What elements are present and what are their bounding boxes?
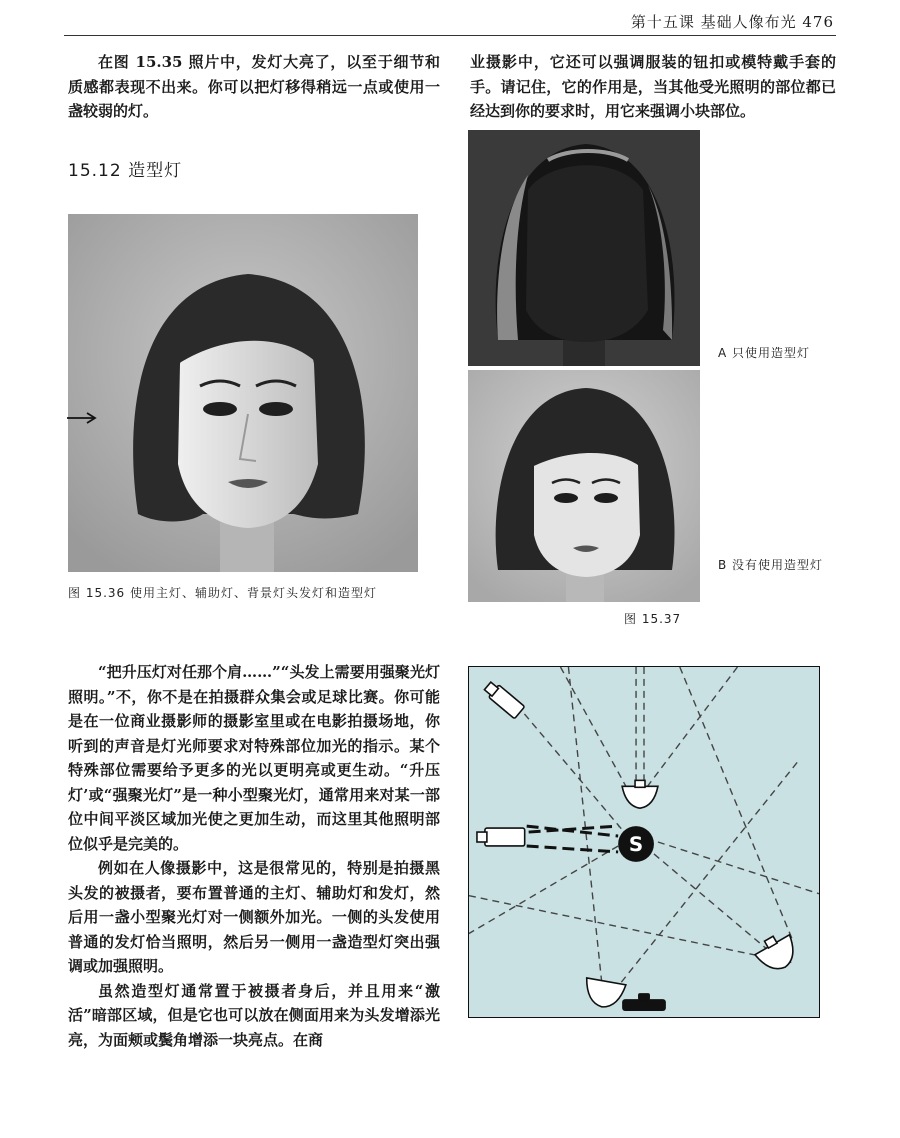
figure-15-37-b-photo bbox=[468, 370, 700, 602]
paragraph-text: 在图 15.35 照片中，发灯大亮了，以至于细节和质感都表现不出来。你可以把灯移得稍远一点或使用一盏较弱的灯。 bbox=[68, 53, 440, 120]
body-text bbox=[68, 660, 440, 1052]
figure-15-36-caption: 图 15.36 使用主灯、辅助灯、背景灯头发灯和造型灯 bbox=[68, 586, 377, 600]
paragraph-text: 例如在人像摄影中，这是很常见的，特别是拍摄黑头发的被摄者，要布置普通的主灯、辅助灯和发灯，然后用一盏小型聚光灯对一侧额外加光。一侧的头发使用普通的发灯恰当照明，然后另一侧用一盏造型灯突出强调或加强照明。 bbox=[68, 859, 440, 975]
section-title: 15.12 造型灯 bbox=[68, 161, 183, 181]
figure-15-37-b-caption: B 没有使用造型灯 bbox=[718, 558, 824, 572]
paragraph-text: 虽然造型灯通常置于被摄者身后，并且用来“激活”暗部区域，但是它也可以放在侧面用来为头发增添光亮，为面颊或鬓角增添一块亮点。在商 bbox=[68, 981, 440, 1049]
paragraph-top-right bbox=[470, 50, 836, 124]
figure-15-36-photo bbox=[68, 214, 418, 572]
reflector-right-icon bbox=[752, 929, 803, 977]
reflector-bottom-icon bbox=[582, 978, 626, 1010]
figure-15-37-a-caption: A 只使用造型灯 bbox=[718, 346, 811, 360]
paragraph-text: 业摄影中，它还可以强调服装的钮扣或模特戴手套的手。请记住，它的作用是，当其他受光照明的部位都已经达到你的要求时，用它来强调小块部位。 bbox=[470, 53, 836, 120]
header-title: 第十五课 基础人像布光 476 bbox=[630, 13, 834, 31]
svg-text:S: S bbox=[628, 832, 644, 856]
paragraph-top-left bbox=[68, 50, 440, 124]
spotlight-icon bbox=[483, 680, 525, 719]
paragraph-text: “把升压灯对任那个肩……”“头发上需要用强聚光灯照明。”不，你不是在拍摄群众集会或足球比赛。你可能是在一位商业摄影师的摄影室里或在电影拍摄场地，你听到的声音是灯光师要求对特殊部位加光的指示。某个特殊部位需要给予更多的光以更明亮或更生动。“升压灯’或“强聚光灯”是一种小型聚光灯，通常用来对某一部位中间平淡区域加光使之更加生动，而这里其他照明部位似乎是完美的。 bbox=[68, 663, 440, 853]
figure-15-37-a-photo bbox=[468, 130, 700, 366]
lighting-diagram bbox=[468, 666, 820, 1018]
subject-marker bbox=[618, 826, 654, 862]
camera-icon bbox=[622, 993, 666, 1011]
arrow-indicator-icon bbox=[66, 410, 98, 426]
figure-15-37-caption: 图 15.37 bbox=[624, 612, 682, 626]
reflector-top-icon bbox=[622, 780, 658, 808]
page-header bbox=[64, 8, 836, 36]
side-spotlight-icon bbox=[477, 828, 525, 846]
